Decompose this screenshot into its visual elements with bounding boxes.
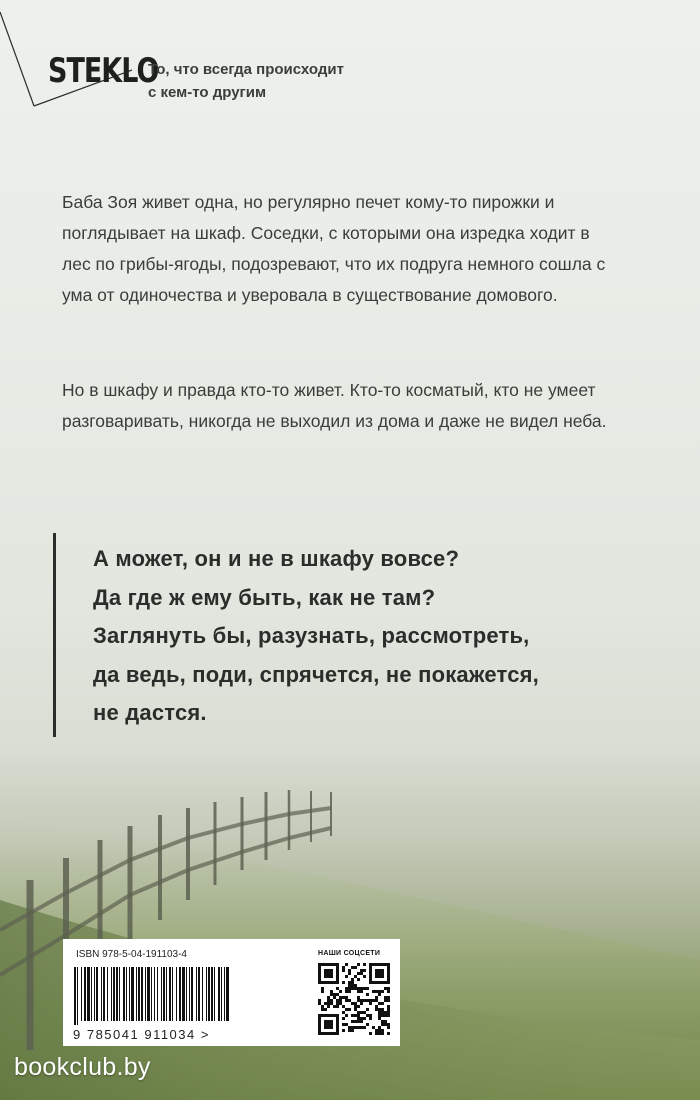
description-paragraph-1: Баба Зоя живет одна, но регулярно печет кому-то пирожки и поглядывает на шкаф. Соседки, с которыми она изредка ходит в лес по грибы-ягоды, подозревают, что их подруга немного сошла с ума от одиночества и уверовала в существование домового.: [62, 192, 606, 305]
qr-code-icon[interactable]: [318, 963, 390, 1035]
quote-line: да ведь, поди, спрячется, не покажется,: [93, 661, 539, 687]
isbn-text: ISBN 978-5-04-191103-4: [76, 949, 187, 960]
quote-line: не дастся.: [93, 700, 207, 725]
quote-line: А может, он и не в шкафу вовсе?: [93, 546, 460, 571]
description-paragraph-2: Но в шкафу и правда кто-то живет. Кто-то косматый, кто не умеет разговаривать, никогда не выходил из дома и даже не видел неба.: [62, 380, 607, 431]
social-label: НАШИ СОЦСЕТИ: [318, 950, 381, 957]
tagline-line-2: с кем-то другим: [148, 84, 267, 101]
tagline-line-1: То, что всегда происходит: [148, 61, 344, 78]
quote-bar: [53, 533, 56, 737]
quote-line: Да где ж ему быть, как не там?: [93, 584, 436, 610]
publisher-tagline: [148, 58, 344, 104]
publisher-logo: STEKLO: [48, 52, 159, 91]
ean-digits: 9 785041 911034 >: [73, 1027, 210, 1042]
quote-block: [93, 540, 539, 733]
watermark[interactable]: bookclub.by: [14, 1053, 151, 1081]
qr-panel: [307, 939, 400, 1046]
barcode-graphic: [74, 967, 229, 1025]
quote-line: Заглянуть бы, разузнать, рассмотреть,: [93, 623, 530, 648]
